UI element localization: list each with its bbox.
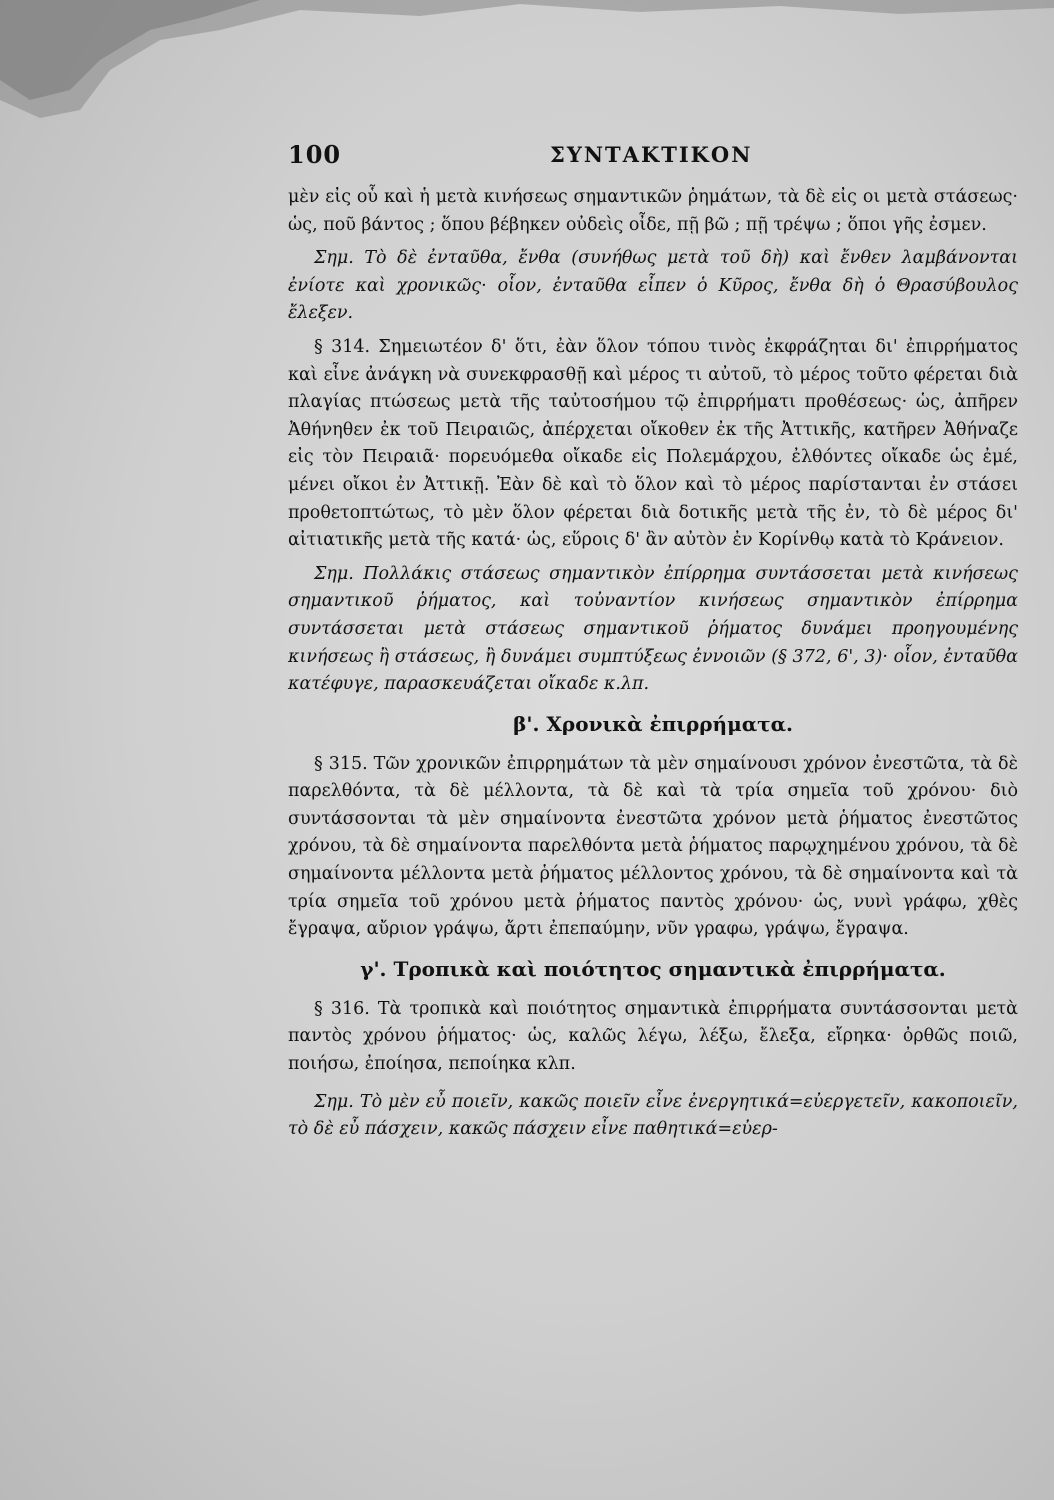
page-header	[288, 140, 1008, 176]
note-text: Τὸ μὲν εὖ ποιεῖν, κακῶς ποιεῖν εἶνε ἐνεργητικά=εὐεργετεῖν, κακοποιεῖν, τὸ δὲ εὖ πάσχειν, κακῶς πάσχειν εἶνε παθητικά=εὐερ-	[288, 1091, 1018, 1140]
section-315: § 315. Τῶν χρονικῶν ἐπιρρημάτων τὰ μὲν σημαίνουσι χρόνον ἐνεστῶτα, τὰ δὲ παρελθόντα, τὰ δὲ μέλλοντα, τὰ δὲ καὶ τὰ τρία σημεῖα τοῦ χρόνου· διὸ συντάσσονται τὰ μὲν σημαίνοντα ἐνεστῶτα χρόνον μετὰ ῥήματος ἐνεστῶτος χρόνου, τὰ δὲ σημαίνοντα παρελθόντα μετὰ ῥήματος παρῳχημένου χρόνου, τὰ δὲ σημαίνοντα μέλλοντα μετὰ ῥήματος μέλλοντος χρόνου, τὰ δὲ σημαίνοντα καὶ τὰ τρία σημεῖα τοῦ χρόνου μετὰ ῥήματος παντὸς χρόνου· ὡς, νυνὶ γράφω, χθὲς ἔγραψα, αὔριον γράψω, ἄρτι ἐπεπαύμην, νῦν γραφω, γράψω, ἔγραψα.	[288, 753, 1018, 940]
note-label: Σημ.	[314, 1091, 354, 1112]
paragraph-continuation: μὲν εἰς οὗ καὶ ἡ μετὰ κινήσεως σημαντικῶν ῥημάτων, τὰ δὲ εἰς οι μετὰ στάσεως· ὡς, ποῦ βάντος ; ὅπου βέβηκεν οὐδεὶς οἶδε, πῇ βῶ ; πῇ τρέψω ; ὅποι γῆς ἐσμεν.	[288, 187, 1018, 235]
note-3	[288, 1089, 1018, 1144]
note-2	[288, 561, 1018, 699]
note-label: Σημ.	[314, 248, 354, 269]
note-text: Τὸ δὲ ἐνταῦθα, ἔνθα (συνήθως μετὰ τοῦ δὴ) καὶ ἔνθεν λαμβάνονται ἐνίοτε καὶ χρονικῶς· οἷον, ἐνταῦθα εἶπεν ὁ Κῦρος, ἔνθα δὴ ὁ Θρασύβουλος ἔλεξεν.	[288, 248, 1018, 324]
note-1	[288, 245, 1018, 328]
heading-chronika: β'. Χρονικὰ ἐπιρρήματα.	[513, 711, 793, 736]
page-number: 100	[288, 140, 342, 169]
section-316: § 316. Τὰ τροπικὰ καὶ ποιότητος σημαντικὰ ἐπιρρήματα συντάσσονται μετὰ παντὸς χρόνου ῥήματος· ὡς, καλῶς λέγω, λέξω, ἔλεξα, εἴρηκα· ὀρθῶς ποιῶ, ποιήσω, ἐποίησα, πεποίηκα κλπ.	[288, 998, 1018, 1075]
torn-edge-decoration	[0, 0, 1054, 120]
note-text: Πολλάκις στάσεως σημαντικὸν ἐπίρρημα συντάσσεται μετὰ κινήσεως σημαντικοῦ ῥήματος, καὶ τοὐναντίον κινήσεως σημαντικὸν ἐπίρρημα συντάσσεται μετὰ στάσεως σημαντικοῦ ῥήματος δυνάμει προηγουμένης κινήσεως ἢ στάσεως, ἢ δυνάμει συμπτύξεως ἐννοιῶν (§ 372, 6', 3)· οἷον, ἐνταῦθα κατέφυγε, παρασκευάζεται οἴκαδε κ.λπ.	[288, 563, 1018, 695]
page-body	[288, 184, 1018, 1144]
running-title: ΣΥΝΤΑΚΤΙΚΟΝ	[550, 142, 753, 167]
note-label: Σημ.	[314, 563, 354, 584]
section-314: § 314. Σημειωτέον δ' ὅτι, ἐὰν ὅλον τόπου τινὸς ἐκφράζηται δι' ἐπιρρήματος καὶ εἶνε ἀνάγκη νὰ συνεκφρασθῇ καὶ μέρος τι αὐτοῦ, τὸ μέρος τοῦτο φέρεται διὰ πλαγίας πτώσεως μετὰ τῆς ταὐτοσήμου τῷ ἐπιρρήματι προθέσεως· ὡς, ἀπῆρεν Ἀθήνηθεν ἐκ τοῦ Πειραιῶς, ἀπέρχεται οἴκοθεν ἐκ τῆς Ἀττικῆς, κατῆρεν Ἀθήναζε εἰς τὸν Πειραιᾶ· πορευόμεθα οἴκαδε εἰς Πολεμάρχου, ἐλθόντες οἴκαδε ὡς ἐμέ, μένει οἴκοι ἐν Ἀττικῇ. Ἐὰν δὲ καὶ τὸ ὅλον καὶ τὸ μέρος παρίστανται ἐν στάσει προθετοπτώτως, τὸ μὲν ὅλον φέρεται διὰ δοτικῆς μετὰ τῆς ἐν, τὸ δὲ μέρος δι' αἰτιατικῆς μετὰ τῆς κατά· ὡς, εὕροις δ' ἂν αὐτὸν ἐν Κορίνθῳ κατὰ τὸ Κράνειον.	[288, 336, 1018, 551]
heading-tropika: γ'. Τροπικὰ καὶ ποιότητος σημαντικὰ ἐπιρρήματα.	[360, 956, 946, 981]
